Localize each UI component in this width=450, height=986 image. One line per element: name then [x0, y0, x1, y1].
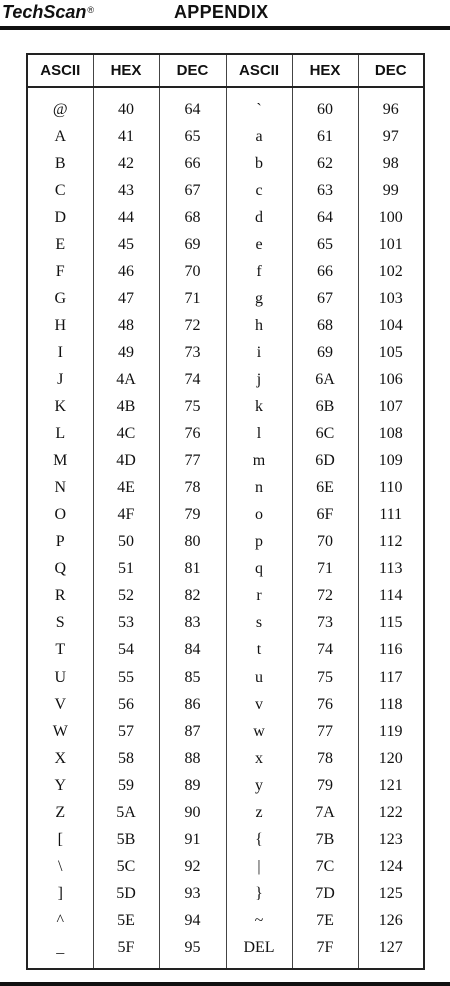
cell-hex: 7B: [292, 826, 358, 853]
table-row: [27, 583, 424, 610]
table-row: [27, 204, 424, 231]
cell-hex: 76: [292, 691, 358, 718]
cell-ascii: f: [226, 258, 292, 285]
cell-ascii: }: [226, 880, 292, 907]
cell-ascii: `: [226, 87, 292, 123]
cell-ascii: _: [27, 934, 93, 969]
cell-dec: 82: [159, 583, 226, 610]
cell-ascii: M: [27, 448, 93, 475]
cell-ascii: p: [226, 529, 292, 556]
cell-hex: 54: [93, 637, 159, 664]
cell-dec: 110: [379, 479, 403, 497]
brand-name: TechScan: [2, 2, 87, 22]
cell-dec: 117: [379, 668, 403, 686]
table-row: [27, 231, 424, 258]
cell-ascii: F: [27, 258, 93, 285]
cell-hex: 42: [93, 150, 159, 177]
table-row: [27, 475, 424, 502]
cell-ascii: P: [27, 529, 93, 556]
column-header-hex: HEX: [292, 54, 358, 87]
cell-hex: 5E: [93, 907, 159, 934]
table-row: [27, 150, 424, 177]
table-row: [27, 556, 424, 583]
cell-ascii: X: [27, 745, 93, 772]
cell-ascii: z: [226, 799, 292, 826]
cell-hex: 7C: [292, 853, 358, 880]
cell-dec: 67: [159, 177, 226, 204]
cell-dec: 80: [159, 529, 226, 556]
cell-hex: 56: [93, 691, 159, 718]
cell-hex: 64: [292, 204, 358, 231]
cell-hex: 70: [292, 529, 358, 556]
table-row: [27, 853, 424, 880]
cell-hex: 48: [93, 312, 159, 339]
cell-dec: 119: [379, 722, 403, 740]
column-header-dec: DEC: [358, 54, 424, 87]
cell-ascii: R: [27, 583, 93, 610]
cell-hex: 63: [292, 177, 358, 204]
cell-dec: 100: [378, 208, 403, 226]
cell-ascii: |: [226, 853, 292, 880]
cell-ascii: J: [27, 367, 93, 394]
cell-dec: 122: [378, 803, 403, 821]
cell-hex: 78: [292, 745, 358, 772]
cell-dec: 103: [378, 289, 403, 307]
cell-hex: 4E: [93, 475, 159, 502]
cell-ascii: W: [27, 718, 93, 745]
cell-hex: 71: [292, 556, 358, 583]
table-row: [27, 285, 424, 312]
cell-hex: 5B: [93, 826, 159, 853]
registered-mark: ®: [87, 5, 95, 15]
cell-dec: 102: [378, 262, 403, 280]
cell-dec: 98: [382, 154, 399, 172]
cell-dec: 101: [378, 235, 403, 253]
cell-ascii: V: [27, 691, 93, 718]
cell-dec: 115: [379, 614, 403, 632]
cell-ascii: g: [226, 285, 292, 312]
cell-dec: 71: [159, 285, 226, 312]
cell-hex: 41: [93, 123, 159, 150]
cell-dec: 107: [378, 398, 403, 416]
table-row: [27, 934, 424, 969]
table-row: [27, 826, 424, 853]
cell-dec: 116: [379, 641, 403, 659]
cell-dec: 92: [159, 853, 226, 880]
cell-hex: 5C: [93, 853, 159, 880]
cell-hex: 7F: [292, 934, 358, 969]
cell-dec: 96: [382, 100, 399, 118]
cell-dec: 118: [379, 695, 403, 713]
cell-dec: 123: [378, 830, 403, 848]
cell-ascii: i: [226, 339, 292, 366]
cell-ascii: a: [226, 123, 292, 150]
cell-ascii: k: [226, 394, 292, 421]
table-row: [27, 637, 424, 664]
cell-hex: 69: [292, 339, 358, 366]
cell-dec: 74: [159, 367, 226, 394]
cell-hex: 51: [93, 556, 159, 583]
cell-ascii: h: [226, 312, 292, 339]
cell-dec: 78: [159, 475, 226, 502]
column-header-ascii: ASCII: [27, 54, 93, 87]
table-row: [27, 87, 424, 123]
cell-ascii: u: [226, 664, 292, 691]
cell-dec: 106: [378, 371, 403, 389]
cell-dec: 126: [378, 911, 403, 929]
cell-hex: 77: [292, 718, 358, 745]
cell-ascii: l: [226, 421, 292, 448]
cell-hex: 59: [93, 772, 159, 799]
cell-hex: 6A: [292, 367, 358, 394]
cell-hex: 4B: [93, 394, 159, 421]
cell-ascii: ]: [27, 880, 93, 907]
cell-ascii: U: [27, 664, 93, 691]
cell-dec: 85: [159, 664, 226, 691]
table-row: [27, 258, 424, 285]
cell-ascii: Q: [27, 556, 93, 583]
cell-ascii: e: [226, 231, 292, 258]
cell-dec: 68: [159, 204, 226, 231]
cell-hex: 5F: [93, 934, 159, 969]
cell-ascii: y: [226, 772, 292, 799]
cell-ascii: @: [27, 87, 93, 123]
cell-ascii: N: [27, 475, 93, 502]
table-row: [27, 421, 424, 448]
cell-ascii: n: [226, 475, 292, 502]
cell-ascii: D: [27, 204, 93, 231]
cell-hex: 6E: [292, 475, 358, 502]
cell-ascii: I: [27, 339, 93, 366]
cell-dec: 65: [159, 123, 226, 150]
table-body: [27, 87, 424, 969]
cell-dec: 69: [159, 231, 226, 258]
table-header-row: [27, 54, 424, 87]
table-row: [27, 745, 424, 772]
cell-hex: 74: [292, 637, 358, 664]
cell-ascii: T: [27, 637, 93, 664]
cell-dec: 121: [378, 776, 403, 794]
cell-dec: 108: [378, 425, 403, 443]
cell-ascii: ^: [27, 907, 93, 934]
cell-dec: 81: [159, 556, 226, 583]
cell-hex: 47: [93, 285, 159, 312]
cell-ascii: m: [226, 448, 292, 475]
cell-hex: 6C: [292, 421, 358, 448]
table-row: [27, 610, 424, 637]
cell-dec: 89: [159, 772, 226, 799]
column-header-dec: DEC: [159, 54, 226, 87]
cell-hex: 43: [93, 177, 159, 204]
cell-dec: 124: [378, 857, 403, 875]
cell-dec: 127: [378, 939, 403, 957]
cell-ascii: Z: [27, 799, 93, 826]
cell-dec: 84: [159, 637, 226, 664]
cell-dec: 114: [379, 587, 403, 605]
cell-dec: 70: [159, 258, 226, 285]
cell-ascii: S: [27, 610, 93, 637]
cell-ascii: v: [226, 691, 292, 718]
cell-hex: 75: [292, 664, 358, 691]
cell-ascii: d: [226, 204, 292, 231]
cell-hex: 7E: [292, 907, 358, 934]
cell-dec: 83: [159, 610, 226, 637]
table-row: [27, 448, 424, 475]
table-row: [27, 367, 424, 394]
cell-hex: 67: [292, 285, 358, 312]
cell-hex: 57: [93, 718, 159, 745]
cell-hex: 5A: [93, 799, 159, 826]
cell-hex: 6D: [292, 448, 358, 475]
cell-hex: 4F: [93, 502, 159, 529]
cell-dec: 90: [159, 799, 226, 826]
cell-hex: 4A: [93, 367, 159, 394]
cell-dec: 93: [159, 880, 226, 907]
cell-hex: 6B: [292, 394, 358, 421]
table-row: [27, 664, 424, 691]
cell-dec: 109: [378, 452, 403, 470]
cell-ascii: K: [27, 394, 93, 421]
cell-dec: 91: [159, 826, 226, 853]
cell-dec: 88: [159, 745, 226, 772]
column-header-ascii: ASCII: [226, 54, 292, 87]
cell-hex: 4D: [93, 448, 159, 475]
cell-dec: 111: [379, 506, 403, 524]
section-title: APPENDIX: [174, 2, 269, 22]
cell-hex: 68: [292, 312, 358, 339]
table-row: [27, 177, 424, 204]
cell-hex: 79: [292, 772, 358, 799]
brand-logo: [2, 1, 94, 23]
cell-dec: 64: [159, 87, 226, 123]
cell-dec: 97: [382, 127, 399, 145]
cell-hex: 45: [93, 231, 159, 258]
table-row: [27, 502, 424, 529]
cell-hex: 6F: [292, 502, 358, 529]
cell-hex: 58: [93, 745, 159, 772]
cell-dec: 94: [159, 907, 226, 934]
cell-hex: 61: [292, 123, 358, 150]
table-row: [27, 718, 424, 745]
cell-dec: 125: [378, 884, 403, 902]
table-row: [27, 529, 424, 556]
cell-hex: 52: [93, 583, 159, 610]
cell-ascii: w: [226, 718, 292, 745]
cell-hex: 7A: [292, 799, 358, 826]
footer-rule: [0, 982, 450, 986]
cell-dec: 95: [159, 934, 226, 969]
table-row: [27, 907, 424, 934]
table-row: [27, 772, 424, 799]
table-row: [27, 880, 424, 907]
cell-hex: 5D: [93, 880, 159, 907]
ascii-table: [26, 53, 425, 970]
cell-ascii: C: [27, 177, 93, 204]
cell-ascii: c: [226, 177, 292, 204]
cell-dec: 77: [159, 448, 226, 475]
cell-ascii: j: [226, 367, 292, 394]
table-row: [27, 394, 424, 421]
cell-hex: 40: [93, 87, 159, 123]
cell-ascii: {: [226, 826, 292, 853]
cell-dec: 86: [159, 691, 226, 718]
table-row: [27, 312, 424, 339]
cell-dec: 87: [159, 718, 226, 745]
table-row: [27, 339, 424, 366]
cell-hex: 62: [292, 150, 358, 177]
cell-hex: 55: [93, 664, 159, 691]
cell-hex: 46: [93, 258, 159, 285]
cell-dec: 73: [159, 339, 226, 366]
cell-ascii: b: [226, 150, 292, 177]
table-row: [27, 691, 424, 718]
cell-hex: 7D: [292, 880, 358, 907]
cell-hex: 53: [93, 610, 159, 637]
header-rule: [0, 26, 450, 30]
cell-dec: 76: [159, 421, 226, 448]
column-header-hex: HEX: [93, 54, 159, 87]
cell-hex: 66: [292, 258, 358, 285]
cell-hex: 73: [292, 610, 358, 637]
cell-hex: 50: [93, 529, 159, 556]
cell-ascii: ~: [226, 907, 292, 934]
table-row: [27, 799, 424, 826]
cell-ascii: Y: [27, 772, 93, 799]
table-row: [27, 123, 424, 150]
cell-dec: 104: [378, 316, 403, 334]
cell-dec: 72: [159, 312, 226, 339]
cell-ascii: r: [226, 583, 292, 610]
cell-ascii: q: [226, 556, 292, 583]
cell-ascii: s: [226, 610, 292, 637]
cell-hex: 65: [292, 231, 358, 258]
cell-dec: 112: [379, 533, 403, 551]
cell-ascii: \: [27, 853, 93, 880]
cell-ascii: G: [27, 285, 93, 312]
cell-dec: 99: [382, 181, 399, 199]
cell-ascii: [: [27, 826, 93, 853]
cell-hex: 72: [292, 583, 358, 610]
cell-ascii: B: [27, 150, 93, 177]
cell-hex: 44: [93, 204, 159, 231]
cell-ascii: O: [27, 502, 93, 529]
cell-dec: 79: [159, 502, 226, 529]
page-header: [0, 0, 450, 30]
cell-ascii: L: [27, 421, 93, 448]
cell-ascii: x: [226, 745, 292, 772]
cell-dec: 66: [159, 150, 226, 177]
cell-hex: 49: [93, 339, 159, 366]
cell-ascii: DEL: [226, 934, 292, 969]
cell-ascii: A: [27, 123, 93, 150]
cell-ascii: o: [226, 502, 292, 529]
cell-dec: 75: [159, 394, 226, 421]
cell-dec: 113: [379, 560, 403, 578]
cell-dec: 120: [378, 749, 403, 767]
cell-dec: 105: [378, 343, 403, 361]
cell-ascii: t: [226, 637, 292, 664]
cell-ascii: E: [27, 231, 93, 258]
cell-ascii: H: [27, 312, 93, 339]
cell-hex: 4C: [93, 421, 159, 448]
cell-hex: 60: [292, 87, 358, 123]
